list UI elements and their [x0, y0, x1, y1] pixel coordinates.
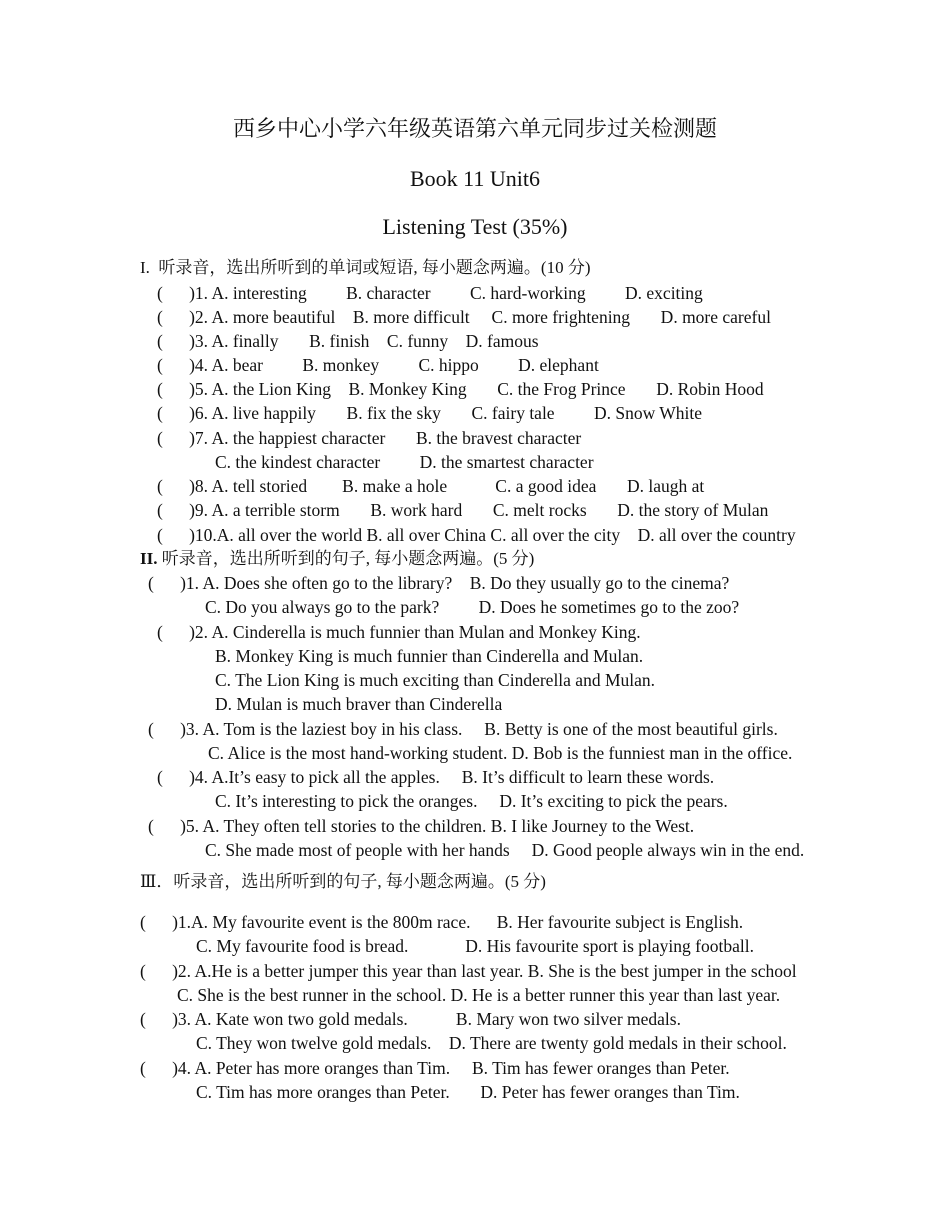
section2-heading-text: 听录音，选出所听到的句子, 每小题念两遍。(5 分)	[157, 549, 535, 568]
question-line: C. Alice is the most hand-working student. D. Bob is the funniest man in the office.	[208, 743, 793, 763]
question-line: ( )5. A. the Lion King B. Monkey King C. the Frog Prince D. Robin Hood	[157, 379, 764, 399]
question-line: ( )1. A. interesting B. character C. hard-working D. exciting	[157, 283, 703, 303]
test-name: Listening Test (35%)	[382, 214, 568, 239]
question-line: C. The Lion King is much exciting than Cinderella and Mulan.	[215, 670, 656, 690]
question-line: ( )7. A. the happiest character B. the bravest character	[157, 428, 582, 448]
school-title: 西乡中心小学六年级英语第六单元同步过关检测题	[232, 116, 717, 141]
question-line: ( )4. A. Peter has more oranges than Tim. B. Tim has fewer oranges than Peter.	[140, 1058, 730, 1078]
question-line: ( )3. A. finally B. finish C. funny D. famous	[157, 331, 539, 351]
question-line: ( )4. A. bear B. monkey C. hippo D. elephant	[157, 355, 599, 375]
question-line: C. My favourite food is bread. D. His favourite sport is playing football.	[196, 936, 754, 956]
question-line: C. the kindest character D. the smartest character	[215, 452, 594, 472]
question-line: ( )1. A. Does she often go to the library? B. Do they usually go to the cinema?	[148, 573, 730, 593]
question-line: C. They won twelve gold medals. D. There are twenty gold medals in their school.	[196, 1033, 787, 1053]
question-line: ( )2. A. Cinderella is much funnier than Mulan and Monkey King.	[157, 622, 641, 642]
section2-heading	[140, 548, 534, 570]
section1-heading: I. 听录音，选出所听到的单词或短语, 每小题念两遍。(10 分)	[140, 258, 591, 277]
question-line: ( )6. A. live happily B. fix the sky C. fairy tale D. Snow White	[157, 403, 703, 423]
question-line: ( )5. A. They often tell stories to the children. B. I like Journey to the West.	[148, 816, 695, 836]
question-line: C. She is the best runner in the school. D. He is a better runner this year than last year.	[177, 985, 781, 1005]
question-line: ( )4. A.It’s easy to pick all the apples. B. It’s difficult to learn these words.	[157, 767, 715, 787]
question-line: ( )9. A. a terrible storm B. work hard C. melt rocks D. the story of Mulan	[157, 500, 769, 520]
question-line: ( )3. A. Tom is the laziest boy in his class. B. Betty is one of the most beautiful girls.	[148, 719, 778, 739]
question-line: D. Mulan is much braver than Cinderella	[215, 694, 503, 714]
question-line: B. Monkey King is much funnier than Cinderella and Mulan.	[215, 646, 644, 666]
question-line: ( )2. A. more beautiful B. more difficult C. more frightening D. more careful	[157, 307, 771, 327]
question-line: ( )10.A. all over the world B. all over China C. all over the city D. all over the country	[157, 525, 796, 545]
question-line: C. Tim has more oranges than Peter. D. Peter has fewer oranges than Tim.	[196, 1082, 740, 1102]
section2-number: II.	[140, 549, 158, 568]
question-line: ( )3. A. Kate won two gold medals. B. Mary won two silver medals.	[140, 1009, 681, 1029]
question-line: ( )1.A. My favourite event is the 800m race. B. Her favourite subject is English.	[140, 912, 744, 932]
book-unit: Book 11 Unit6	[410, 166, 540, 191]
question-line: ( )2. A.He is a better jumper this year than last year. B. She is the best jumper in the school	[140, 961, 797, 981]
question-line: C. Do you always go to the park? D. Does he sometimes go to the zoo?	[205, 597, 740, 617]
section3-heading: Ⅲ．听录音，选出所听到的句子, 每小题念两遍。(5 分)	[140, 872, 546, 891]
question-line: ( )8. A. tell storied B. make a hole C. a good idea D. laugh at	[157, 476, 705, 496]
question-line: C. She made most of people with her hands D. Good people always win in the end.	[205, 840, 805, 860]
question-line: C. It’s interesting to pick the oranges. D. It’s exciting to pick the pears.	[215, 791, 728, 811]
